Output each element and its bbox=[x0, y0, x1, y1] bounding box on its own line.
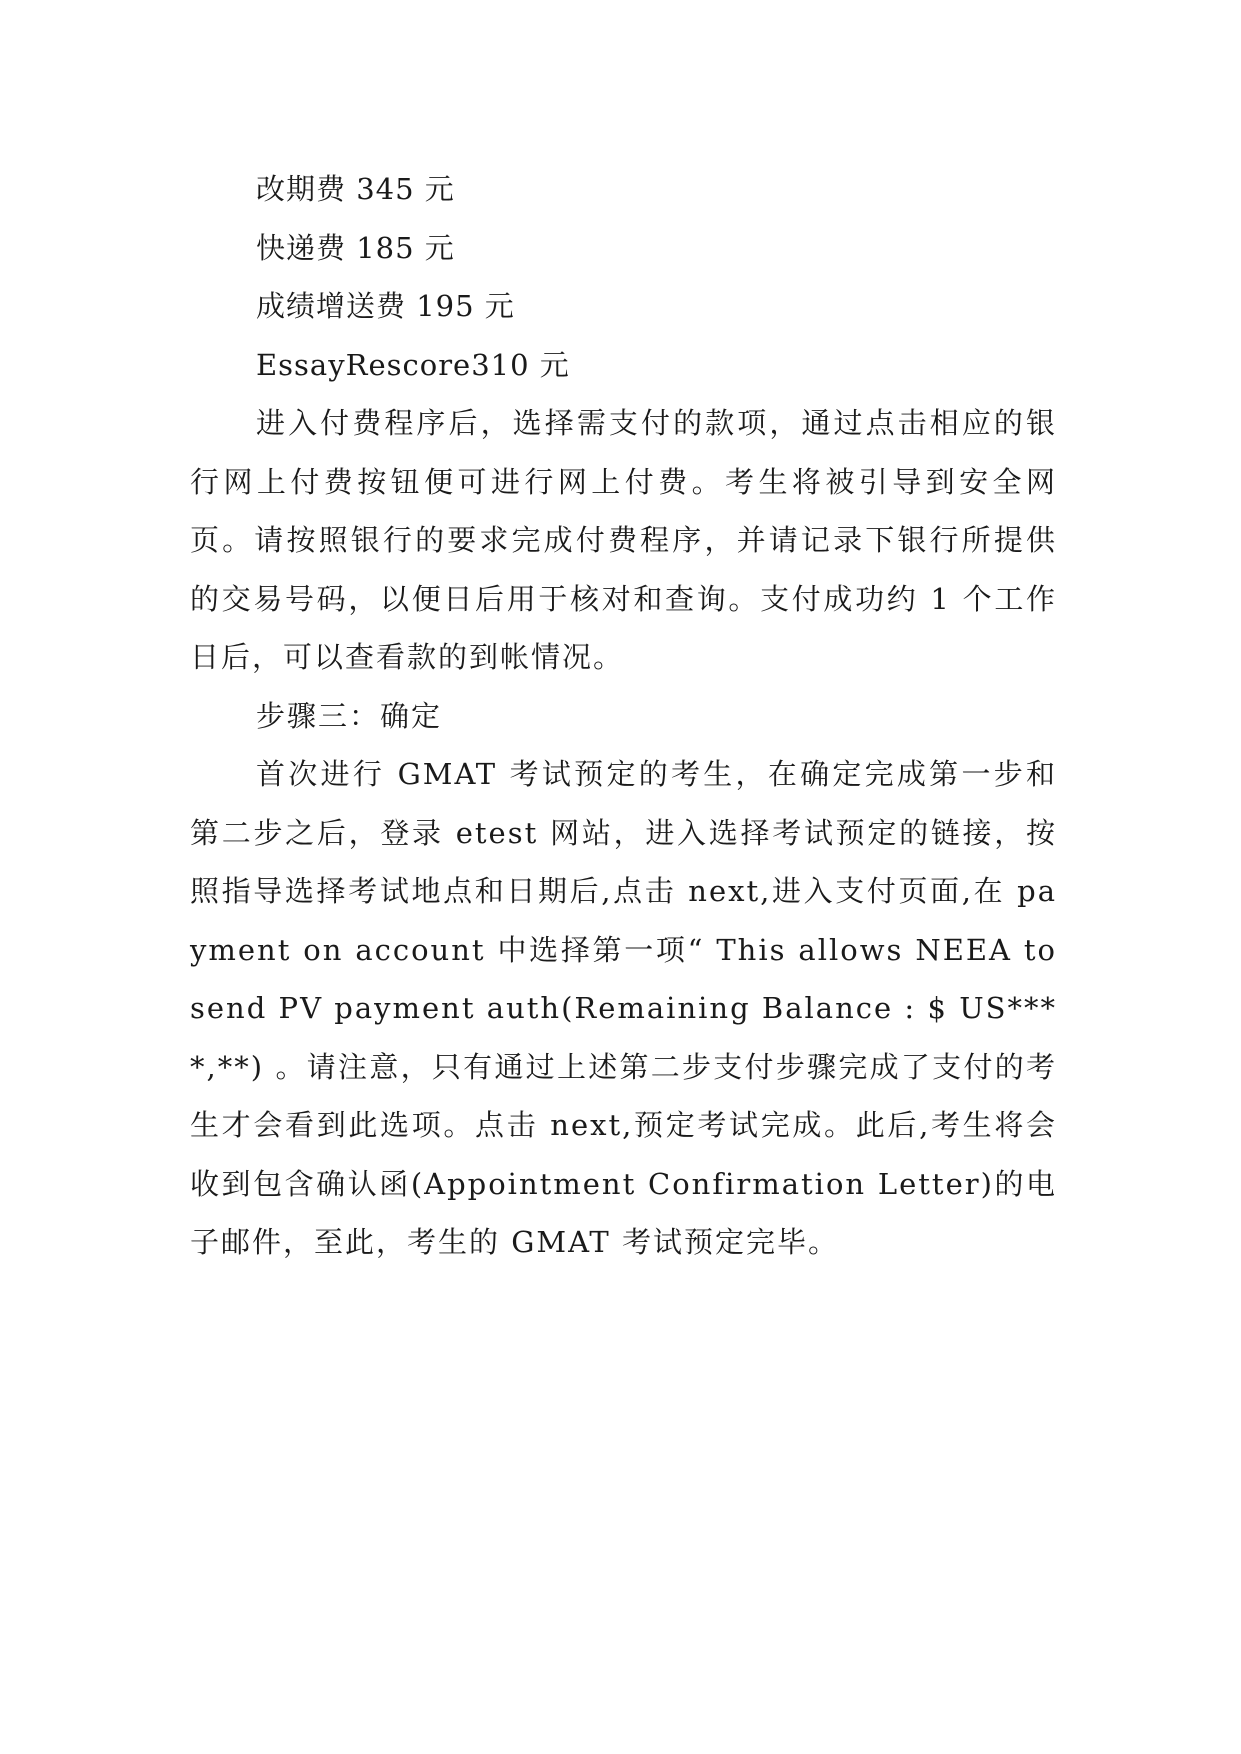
step3-heading: 步骤三：确定 bbox=[256, 698, 443, 733]
fee-item-score-report: 成绩增送费 195 元 bbox=[256, 289, 515, 323]
fee-item-reschedule: 改期费 345 元 bbox=[256, 172, 455, 206]
document-body bbox=[190, 160, 1057, 1272]
payment-intro-paragraph: 进入付费程序后，选择需支付的款项，通过点击相应的银行网上付费按钮便可进行网上付费。考生将被引导到安全网页。请按照银行的要求完成付费程序，并请记录下银行所提供的交易号码，以便日后用于核对和查询。支付成功约 1 个工作日后，可以查看款的到帐情况。 bbox=[190, 406, 1057, 674]
step3-body-paragraph: 首次进行 GMAT 考试预定的考生，在确定完成第一步和第二步之后，登录 etest 网站，进入选择考试预定的链接，按照指导选择考试地点和日期后,点击 next,进入支付页面,在 payment on account 中选择第一项“ This allows NEEA to send PV payment auth(Remaining Balance : $ US****,**) 。请注意，只有通过上述第二步支付步骤完成了支付的考生才会看到此选项。点击 next,预定考试完成。此后,考生将会收到包含确认函(Appointment Confirmation Letter)的电子邮件，至此，考生的 GMAT 考试预定完毕。 bbox=[190, 757, 1057, 1259]
fee-item-express: 快递费 185 元 bbox=[256, 230, 455, 265]
fee-item-essay-rescore: EssayRescore310 元 bbox=[256, 347, 570, 382]
